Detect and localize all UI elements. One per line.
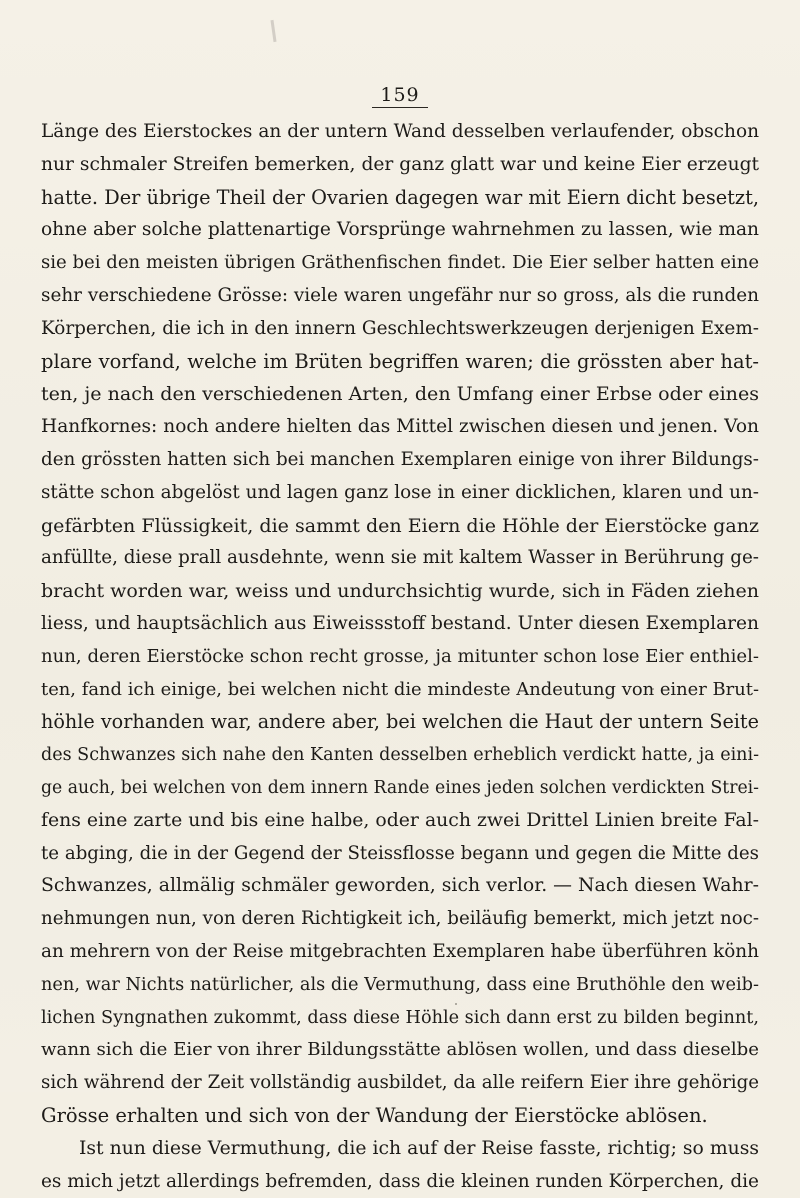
text-line: Körperchen, die ich in den innern Geschlechtswerkzeugen derjenigen Exem- [41, 313, 759, 346]
text-line: hatte. Der übrige Theil der Ovarien dagegen war mit Eiern dicht besetzt, [41, 182, 759, 215]
text-line: te abging, die in der Gegend der Steissflosse begann und gegen die Mitte des [41, 838, 759, 871]
text-line: ge auch, bei welchen von dem innern Rande eines jeden solchen verdickten Strei- [41, 772, 759, 805]
text-line: es mich jetzt allerdings befremden, dass die kleinen runden Körperchen, die [41, 1166, 759, 1198]
text-line: Schwanzes, allmälig schmäler geworden, sich verlor. — Nach diesen Wahr- [41, 870, 759, 903]
text-line: nehmungen nun, von deren Richtigkeit ich, beiläufig bemerkt, mich jetzt noc- [41, 903, 759, 936]
page-mark [270, 20, 276, 42]
text-line: bracht worden war, weiss und undurchsichtig wurde, sich in Fäden ziehen [41, 575, 759, 608]
text-line: fens eine zarte und bis eine halbe, oder auch zwei Drittel Linien breite Fal- [41, 805, 759, 838]
text-line: ten, fand ich einige, bei welchen nicht die mindeste Andeutung von einer Brut- [41, 674, 759, 707]
text-line: Grösse erhalten und sich von der Wandung der Eierstöcke ablösen. [41, 1100, 759, 1133]
text-line: wann sich die Eier von ihrer Bildungsstätte ablösen wollen, und dass dieselbe [41, 1034, 759, 1067]
text-line: den grössten hatten sich bei manchen Exemplaren einige von ihrer Bildungs- [41, 444, 759, 477]
text-line: lichen Syngnathen zukommt, dass diese Höhle sich dann erst zu bilden beginnt, [41, 1002, 759, 1035]
text-line: nen, war Nichts natürlicher, als die Vermuthung, dass eine Bruthöhle den weib- [41, 969, 759, 1002]
text-line: sehr verschiedene Grösse: viele waren ungefähr nur so gross, als die runden [41, 280, 759, 313]
text-line: Länge des Eierstockes an der untern Wand desselben verlaufender, obschon [41, 116, 759, 149]
text-line: Hanfkornes: noch andere hielten das Mittel zwischen diesen und jenen. Von [41, 411, 759, 444]
body-text [41, 116, 759, 1198]
text-line: sie bei den meisten übrigen Gräthenfischen findet. Die Eier selber hatten eine [41, 247, 759, 280]
text-line: liess, und hauptsächlich aus Eiweissstoff bestand. Unter diesen Exemplaren [41, 608, 759, 641]
text-line: plare vorfand, welche im Brüten begriffen waren; die grössten aber hat- [41, 346, 759, 379]
text-line: ohne aber solche plattenartige Vorsprünge wahrnehmen zu lassen, wie man [41, 214, 759, 247]
text-line: sich während der Zeit vollständig ausbildet, da alle reifern Eier ihre gehörige [41, 1067, 759, 1100]
text-line: des Schwanzes sich nahe den Kanten desselben erheblich verdickt hatte, ja eini- [41, 739, 759, 772]
text-line: anfüllte, diese prall ausdehnte, wenn sie mit kaltem Wasser in Berührung ge- [41, 542, 759, 575]
text-line: nun, deren Eierstöcke schon recht grosse, ja mitunter schon lose Eier enthiel- [41, 641, 759, 674]
text-line: höhle vorhanden war, andere aber, bei welchen die Haut der untern Seite [41, 706, 759, 739]
page-number-text: 159 [372, 84, 427, 108]
page-number [0, 84, 800, 108]
text-line: Ist nun diese Vermuthung, die ich auf der Reise fasste, richtig; so muss [41, 1133, 759, 1166]
text-line: nur schmaler Streifen bemerken, der ganz glatt war und keine Eier erzeugt [41, 149, 759, 182]
text-line: an mehrern von der Reise mitgebrachten Exemplaren habe überführen könh [41, 936, 759, 969]
text-line: ten, je nach den verschiedenen Arten, den Umfang einer Erbse oder eines [41, 378, 759, 411]
text-line: stätte schon abgelöst und lagen ganz lose in einer dicklichen, klaren und un- [41, 477, 759, 510]
text-line: gefärbten Flüssigkeit, die sammt den Eiern die Höhle der Eierstöcke ganz [41, 510, 759, 543]
